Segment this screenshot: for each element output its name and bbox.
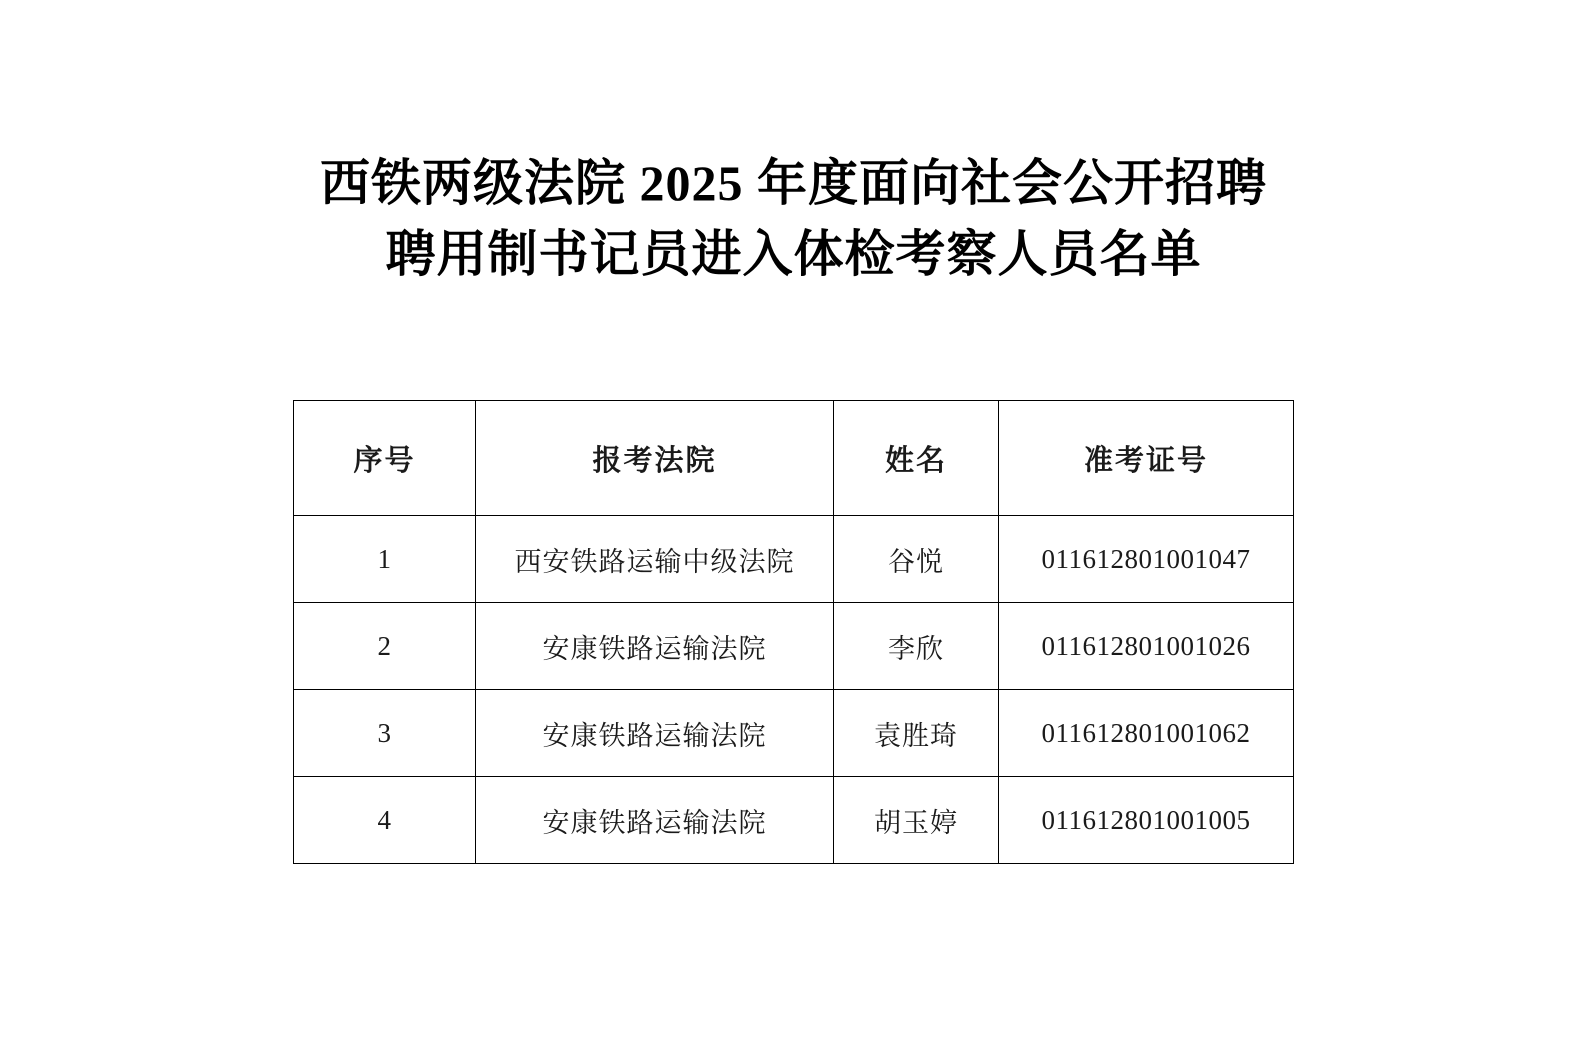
cell-name: 袁胜琦 bbox=[834, 690, 999, 777]
cell-court: 安康铁路运输法院 bbox=[476, 690, 834, 777]
cell-name: 李欣 bbox=[834, 603, 999, 690]
column-header-ticket-number: 准考证号 bbox=[999, 401, 1294, 516]
table-body bbox=[294, 516, 1294, 864]
roster-table-container bbox=[0, 400, 1587, 864]
cell-ticket-number: 011612801001062 bbox=[999, 690, 1294, 777]
cell-court: 安康铁路运输法院 bbox=[476, 777, 834, 864]
table-row bbox=[294, 777, 1294, 864]
cell-index: 2 bbox=[294, 603, 476, 690]
cell-index: 4 bbox=[294, 777, 476, 864]
page-title-line-1: 西铁两级法院 2025 年度面向社会公开招聘 bbox=[320, 155, 1267, 211]
cell-court: 安康铁路运输法院 bbox=[476, 603, 834, 690]
cell-ticket-number: 011612801001026 bbox=[999, 603, 1294, 690]
table-row bbox=[294, 690, 1294, 777]
column-header-court: 报考法院 bbox=[476, 401, 834, 516]
cell-court: 西安铁路运输中级法院 bbox=[476, 516, 834, 603]
column-header-index: 序号 bbox=[294, 401, 476, 516]
cell-name: 胡玉婷 bbox=[834, 777, 999, 864]
table-header-row bbox=[294, 401, 1294, 516]
cell-index: 1 bbox=[294, 516, 476, 603]
table-row bbox=[294, 516, 1294, 603]
cell-ticket-number: 011612801001047 bbox=[999, 516, 1294, 603]
column-header-name: 姓名 bbox=[834, 401, 999, 516]
cell-ticket-number: 011612801001005 bbox=[999, 777, 1294, 864]
cell-index: 3 bbox=[294, 690, 476, 777]
cell-name: 谷悦 bbox=[834, 516, 999, 603]
table-header bbox=[294, 401, 1294, 516]
page-title bbox=[0, 0, 1587, 290]
roster-table bbox=[293, 400, 1294, 864]
page-title-line-2: 聘用制书记员进入体检考察人员名单 bbox=[385, 226, 1202, 282]
table-row bbox=[294, 603, 1294, 690]
